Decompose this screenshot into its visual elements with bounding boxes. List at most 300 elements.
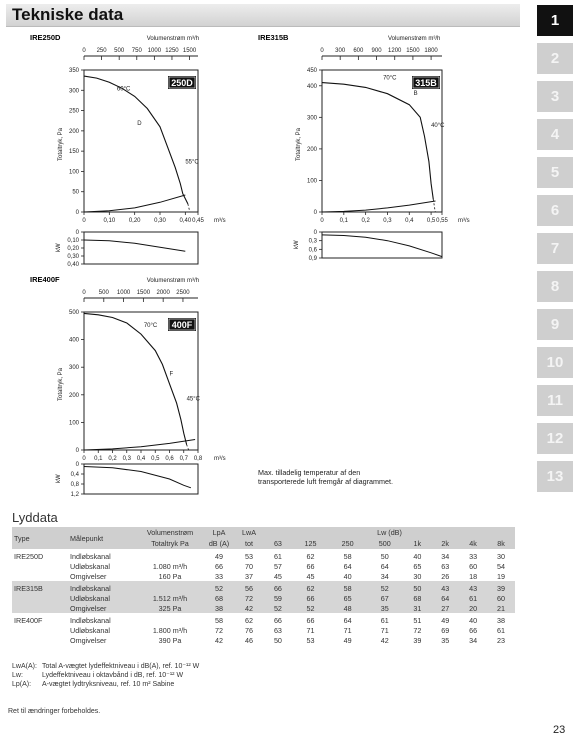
col-band-4k: 4k xyxy=(459,538,487,549)
temperature-note: Max. tilladelig temperatur af den transporterede luft fremgår af diagrammet. xyxy=(258,468,394,486)
curve-annotation: B xyxy=(413,91,418,98)
kw-axis-label: kW xyxy=(56,474,62,483)
y-tick-label: 450 xyxy=(306,68,317,74)
table-cell: 64 xyxy=(343,561,352,571)
chart-ire400f-svg xyxy=(30,274,250,504)
table-cell: 50 xyxy=(273,635,282,645)
table-cell: 42 xyxy=(380,635,389,645)
table-group-ire250d xyxy=(12,549,515,581)
kw-tick-label: 0,30 xyxy=(67,254,79,260)
table-cell: 71 xyxy=(343,625,352,635)
top-tick-label: 500 xyxy=(114,48,125,54)
top-tick-label: 750 xyxy=(131,48,142,54)
top-tick-label: 0 xyxy=(82,48,86,54)
table-cell: 58 xyxy=(329,581,366,593)
kw-tick-label: 0 xyxy=(75,462,79,468)
y-axis-label: Totaltryk, Pa xyxy=(296,127,302,161)
col-band-1k: 1k xyxy=(403,538,431,549)
model-badge-label: 250D xyxy=(171,78,193,88)
table-row xyxy=(12,571,515,581)
tab-7[interactable]: 7 xyxy=(537,233,573,264)
kw-tick-label: 0,40 xyxy=(67,262,79,268)
table-cell: 59 xyxy=(264,593,292,603)
table-cell: 34 xyxy=(380,571,389,581)
table-cell: 1.512 m³/h xyxy=(136,593,204,603)
tab-6[interactable]: 6 xyxy=(537,195,573,226)
page-header xyxy=(6,4,520,27)
sound-data-table xyxy=(12,527,515,645)
tab-5[interactable]: 5 xyxy=(537,157,573,188)
table-cell: 45 xyxy=(273,571,282,581)
fan-curve xyxy=(84,313,187,444)
top-tick-label: 1000 xyxy=(147,48,162,54)
table-cell: 72 xyxy=(413,625,422,635)
table-cell: 30 xyxy=(497,551,505,561)
top-tick-label: 500 xyxy=(98,290,109,296)
table-row xyxy=(12,561,515,571)
table-cell: 20 xyxy=(459,603,487,613)
table-cell: 66 xyxy=(469,625,478,635)
col-band-63: 63 xyxy=(264,538,292,549)
chart-title: IRE315B xyxy=(258,33,289,42)
kw-curve xyxy=(84,467,191,488)
kw-tick-label: 0 xyxy=(313,230,317,236)
top-tick-label: 250 xyxy=(96,48,107,54)
tab-1[interactable]: 1 xyxy=(537,5,573,36)
chart-ire315b xyxy=(258,32,488,273)
chart-title: IRE400F xyxy=(30,275,60,284)
footnote-lpa xyxy=(12,680,199,689)
table-cell: 40 xyxy=(343,571,352,581)
top-tick-label: 0 xyxy=(320,48,324,54)
tab-9[interactable]: 9 xyxy=(537,309,573,340)
col-band-125: 125 xyxy=(292,538,329,549)
table-cell: IRE250D xyxy=(14,551,44,561)
x-tick-label: 0 xyxy=(320,218,324,224)
table-cell: 37 xyxy=(245,571,253,581)
y-tick-label: 300 xyxy=(68,88,79,95)
table-cell: 67 xyxy=(366,593,403,603)
table-cell: 72 xyxy=(215,625,223,635)
chart-ire250d xyxy=(30,32,250,273)
x-tick-label: 0,30 xyxy=(154,218,166,224)
table-cell xyxy=(12,635,68,645)
table-cell: 35 xyxy=(441,635,450,645)
kw-tick-label: 0,9 xyxy=(308,256,317,262)
curve-annotation: F xyxy=(169,371,174,378)
y-tick-label: 150 xyxy=(68,149,79,156)
top-axis-label: Volumenstrøm m³/h xyxy=(146,278,200,284)
x-tick-label: 0,3 xyxy=(122,456,131,462)
table-cell: 65 xyxy=(413,561,422,571)
model-badge-label: 400F xyxy=(171,320,193,330)
table-cell xyxy=(12,561,68,571)
top-axis-label: Volumenstrøm m³/h xyxy=(388,36,441,42)
top-tick-label: 600 xyxy=(353,48,364,54)
x-tick-label: 0,7 xyxy=(179,456,188,462)
col-type: Type xyxy=(12,527,68,549)
y-axis-label: Totaltryk, Pa xyxy=(58,367,64,401)
bottom-note: Ret til ændringer forbeholdes. xyxy=(8,708,101,715)
col-volumen: Volumenstrøm xyxy=(136,527,204,538)
x-axis-unit: m³/s xyxy=(458,218,470,224)
tab-13[interactable]: 13 xyxy=(537,461,573,492)
footnote-lwa xyxy=(12,662,199,671)
table-cell: 40 xyxy=(469,615,478,625)
page-number: 23 xyxy=(553,724,566,736)
x-tick-label: 0,1 xyxy=(339,218,348,224)
chart-ire400f xyxy=(30,274,250,509)
tab-4[interactable]: 4 xyxy=(537,119,573,150)
x-tick-label: 0,5 xyxy=(151,456,160,462)
table-cell: 40 xyxy=(413,551,422,561)
system-curve xyxy=(84,440,195,451)
system-curve xyxy=(84,195,185,212)
table-cell: 65 xyxy=(329,593,366,603)
y-tick-label: 0 xyxy=(75,210,79,216)
table-cell: 58 xyxy=(215,615,223,625)
tab-12[interactable]: 12 xyxy=(537,423,573,454)
table-cell xyxy=(12,603,68,613)
kw-tick-label: 1,2 xyxy=(70,492,79,498)
table-cell: Udløbskanal xyxy=(70,625,110,635)
kw-frame xyxy=(84,232,198,264)
table-cell: 62 xyxy=(292,581,329,593)
kw-frame xyxy=(84,464,198,494)
kw-curve xyxy=(84,240,185,251)
x-tick-label: 0,6 xyxy=(165,456,174,462)
kw-frame xyxy=(322,232,442,258)
col-totaltryk: Totaltryk Pa xyxy=(136,538,204,549)
table-cell: 66 xyxy=(264,581,292,593)
table-cell: Indløbskanal xyxy=(70,551,111,561)
y-tick-label: 0 xyxy=(313,210,317,216)
fan-curve xyxy=(84,76,188,204)
table-cell: 53 xyxy=(245,551,253,561)
y-tick-label: 400 xyxy=(306,83,317,90)
x-tick-label: 0,4 xyxy=(136,456,146,462)
table-cell: 18 xyxy=(469,571,478,581)
curve-annotation: 40°C xyxy=(431,122,445,129)
table-cell: 49 xyxy=(343,635,352,645)
x-tick-label: 0,55 xyxy=(436,218,448,224)
table-cell: Indløbskanal xyxy=(70,615,111,625)
table-cell: 68 xyxy=(204,593,234,603)
table-cell: 33 xyxy=(469,551,478,561)
col-lw: Lw (dB) xyxy=(264,527,515,538)
table-cell: 66 xyxy=(273,615,282,625)
footnote-text: A-vægtet lydtryksniveau, ref. 10 m² Sabine xyxy=(42,681,175,688)
table-cell xyxy=(12,625,68,635)
footnotes xyxy=(12,662,199,689)
col-maalepunkt: Målepunkt xyxy=(68,527,136,549)
tab-11[interactable]: 11 xyxy=(537,385,573,416)
fan-curve-tail xyxy=(187,444,189,450)
top-tick-label: 900 xyxy=(371,48,382,54)
table-cell: 61 xyxy=(459,593,487,603)
table-cell xyxy=(12,593,68,603)
section-title: Lyddata xyxy=(12,510,58,525)
table-cell: 54 xyxy=(497,561,505,571)
table-row xyxy=(12,593,515,603)
table-cell: 1.080 m³/h xyxy=(152,561,188,571)
model-badge-label: 315B xyxy=(415,78,437,88)
fan-curve xyxy=(322,83,433,200)
plot-frame xyxy=(84,70,198,212)
table-cell: 39 xyxy=(487,581,515,593)
tab-10[interactable]: 10 xyxy=(537,347,573,378)
curve-annotation: 70°C xyxy=(143,323,158,330)
footnote-text: Total A-vægtet lydeffektniveau i dB(A), ref. 10⁻¹² W xyxy=(42,663,200,670)
top-tick-label: 1250 xyxy=(165,48,179,54)
table-cell: 62 xyxy=(245,615,253,625)
table-cell: Omgivelser xyxy=(70,635,107,645)
table-cell: 48 xyxy=(329,603,366,613)
kw-tick-label: 0,4 xyxy=(70,472,79,478)
footnote-key: Lw: xyxy=(12,672,23,679)
table-cell: 26 xyxy=(441,571,450,581)
col-band-500: 500 xyxy=(366,538,403,549)
table-cell: 60 xyxy=(469,561,478,571)
table-cell: 35 xyxy=(366,603,403,613)
curve-annotation: D xyxy=(137,120,142,127)
y-tick-label: 100 xyxy=(68,169,79,176)
top-tick-label: 1200 xyxy=(388,48,402,54)
x-tick-label: 0,40 xyxy=(179,218,192,224)
top-tick-label: 300 xyxy=(335,48,346,54)
table-row xyxy=(12,635,515,645)
table-cell: 52 xyxy=(292,603,329,613)
table-cell: 66 xyxy=(306,615,315,625)
x-tick-label: 0,8 xyxy=(193,456,203,462)
kw-axis-label: kW xyxy=(56,243,62,252)
kw-tick-label: 0,10 xyxy=(67,238,79,244)
col-lwa-unit: tot xyxy=(234,538,264,549)
table-cell: 45 xyxy=(306,571,315,581)
table-cell: 51 xyxy=(413,615,422,625)
table-cell: 34 xyxy=(469,635,478,645)
table-cell: 31 xyxy=(403,603,431,613)
table-cell: 64 xyxy=(380,561,389,571)
x-tick-label: 0,2 xyxy=(361,218,370,224)
table-cell: 30 xyxy=(413,571,422,581)
table-cell: 63 xyxy=(273,625,282,635)
table-cell: 64 xyxy=(343,615,352,625)
table-cell: 70 xyxy=(245,561,253,571)
kw-tick-label: 0 xyxy=(75,230,79,236)
table-cell: Udløbskanal xyxy=(68,593,136,603)
col-lpa: LpA xyxy=(204,527,234,538)
table-cell: 57 xyxy=(273,561,282,571)
y-tick-label: 50 xyxy=(72,189,79,196)
table-row xyxy=(12,613,515,625)
table-cell: 46 xyxy=(245,635,253,645)
table-cell: 52 xyxy=(366,581,403,593)
table-cell: 43 xyxy=(431,581,459,593)
table-cell: IRE400F xyxy=(14,615,43,625)
table-cell: 72 xyxy=(234,593,264,603)
table-cell xyxy=(12,571,68,581)
col-lpa-unit: dB (A) xyxy=(204,538,234,549)
x-tick-label: 0,2 xyxy=(108,456,117,462)
col-band-8k: 8k xyxy=(487,538,515,549)
table-cell: 53 xyxy=(306,635,315,645)
page-title: Tekniske data xyxy=(12,5,124,24)
y-tick-label: 500 xyxy=(68,310,79,316)
kw-axis-label: kW xyxy=(294,240,300,249)
table-cell: 66 xyxy=(292,593,329,603)
fan-curve-tail xyxy=(188,204,190,212)
curve-annotation: 55°C xyxy=(185,159,199,166)
plot-frame xyxy=(322,70,442,212)
table-cell: 39 xyxy=(413,635,422,645)
table-cell: 50 xyxy=(380,551,389,561)
y-axis-label: Totaltryk, Pa xyxy=(58,127,64,161)
table-cell xyxy=(136,613,204,625)
x-tick-label: 0,3 xyxy=(383,218,392,224)
table-row xyxy=(12,625,515,635)
table-cell: 390 Pa xyxy=(158,635,182,645)
table-cell: 49 xyxy=(215,551,223,561)
y-tick-label: 200 xyxy=(306,146,317,153)
tab-8[interactable]: 8 xyxy=(537,271,573,302)
x-tick-label: 0,1 xyxy=(94,456,103,462)
y-tick-label: 400 xyxy=(68,337,79,344)
table-cell: 62 xyxy=(306,551,315,561)
table-cell: 1.800 m³/h xyxy=(152,625,188,635)
y-tick-label: 300 xyxy=(68,365,79,372)
kw-curve xyxy=(322,235,442,257)
col-band-2k: 2k xyxy=(431,538,459,549)
table-cell: 60 xyxy=(487,593,515,603)
table-cell: 66 xyxy=(306,561,315,571)
table-cell: 49 xyxy=(441,615,450,625)
table-cell: Indløbskanal xyxy=(68,581,136,593)
x-tick-label: 0,20 xyxy=(128,218,141,224)
table-cell: 71 xyxy=(306,625,315,635)
col-lwa: LwA xyxy=(234,527,264,538)
y-tick-label: 300 xyxy=(306,115,317,122)
table-cell: 58 xyxy=(343,551,352,561)
table-group-ire400f xyxy=(12,613,515,645)
table-cell: 21 xyxy=(487,603,515,613)
table-cell: 68 xyxy=(403,593,431,603)
table-cell: 56 xyxy=(234,581,264,593)
kw-tick-label: 0,3 xyxy=(308,238,317,245)
kw-tick-label: 0,20 xyxy=(67,246,79,252)
y-tick-label: 100 xyxy=(306,178,317,185)
table-cell: Omgivelser xyxy=(70,571,107,581)
table-cell: 63 xyxy=(441,561,450,571)
y-tick-label: 200 xyxy=(68,392,79,399)
system-curve xyxy=(322,201,436,212)
chart-title: IRE250D xyxy=(30,33,61,42)
x-tick-label: 0,10 xyxy=(103,218,116,224)
y-tick-label: 100 xyxy=(68,420,79,427)
table-row xyxy=(12,581,515,593)
table-group-ire315b xyxy=(12,581,515,613)
col-band-250: 250 xyxy=(329,538,366,549)
table-row xyxy=(12,549,515,561)
x-tick-label: 0,5 xyxy=(426,218,436,224)
chart-ire250d-svg xyxy=(30,32,250,268)
table-cell: 69 xyxy=(441,625,450,635)
table-cell: 52 xyxy=(204,581,234,593)
y-tick-label: 0 xyxy=(75,448,79,454)
plot-frame xyxy=(84,312,198,450)
table-cell: 61 xyxy=(497,625,505,635)
table-cell: 64 xyxy=(431,593,459,603)
y-tick-label: 250 xyxy=(68,108,79,115)
table-cell: 38 xyxy=(204,603,234,613)
table-row xyxy=(12,603,515,613)
tab-3[interactable]: 3 xyxy=(537,81,573,112)
chart-ire315b-svg xyxy=(258,32,488,268)
footnote-key: LwA(A): xyxy=(12,663,37,670)
table-cell xyxy=(136,549,204,561)
y-tick-label: 350 xyxy=(68,68,79,74)
footnote-lw xyxy=(12,671,199,680)
footnote-key: Lp(A): xyxy=(12,681,32,688)
top-tick-label: 1500 xyxy=(136,290,151,296)
top-tick-label: 1000 xyxy=(116,290,131,296)
table-cell: 38 xyxy=(497,615,505,625)
curve-annotation: 60°C xyxy=(116,86,131,93)
top-axis-label: Volumenstrøm m³/h xyxy=(146,36,200,42)
table-cell: 34 xyxy=(441,551,450,561)
top-tick-label: 2000 xyxy=(156,290,170,296)
table-header-row xyxy=(12,527,515,538)
table-cell: 42 xyxy=(215,635,223,645)
table-cell: IRE315B xyxy=(12,581,68,593)
table-cell: 61 xyxy=(380,615,389,625)
top-tick-label: 2500 xyxy=(176,290,190,296)
table-cell: 61 xyxy=(273,551,282,561)
x-tick-label: 0 xyxy=(82,218,86,224)
table-cell: 33 xyxy=(215,571,223,581)
table-cell: 19 xyxy=(497,571,505,581)
x-tick-label: 0,45 xyxy=(192,218,204,224)
kw-tick-label: 0,6 xyxy=(308,247,317,254)
tab-2[interactable]: 2 xyxy=(537,43,573,74)
x-axis-unit: m³/s xyxy=(214,456,226,462)
x-tick-label: 0,4 xyxy=(405,218,414,224)
table-cell: 27 xyxy=(431,603,459,613)
y-tick-label: 200 xyxy=(68,128,79,135)
curve-annotation: 70°C xyxy=(383,75,397,82)
table-cell: 42 xyxy=(234,603,264,613)
table-cell: Udløbskanal xyxy=(70,561,110,571)
top-tick-label: 0 xyxy=(82,290,86,296)
table-cell: 50 xyxy=(403,581,431,593)
table-cell: 160 Pa xyxy=(158,571,182,581)
footnote-text: Lydeffektniveau i oktavbånd i dB, ref. 10⁻¹² W xyxy=(42,672,184,679)
table-cell: 23 xyxy=(497,635,505,645)
top-tick-label: 1500 xyxy=(406,48,420,54)
top-tick-label: 1500 xyxy=(182,48,197,54)
table-cell: 43 xyxy=(459,581,487,593)
x-axis-unit: m³/s xyxy=(214,218,226,224)
table-cell: 66 xyxy=(215,561,223,571)
table-cell: 76 xyxy=(245,625,253,635)
table-cell: 325 Pa xyxy=(136,603,204,613)
table-cell xyxy=(136,581,204,593)
x-tick-label: 0 xyxy=(82,456,86,462)
curve-annotation: 45°C xyxy=(186,396,201,403)
table-cell: 71 xyxy=(380,625,389,635)
kw-tick-label: 0,8 xyxy=(70,482,79,488)
top-tick-label: 1800 xyxy=(424,48,438,54)
